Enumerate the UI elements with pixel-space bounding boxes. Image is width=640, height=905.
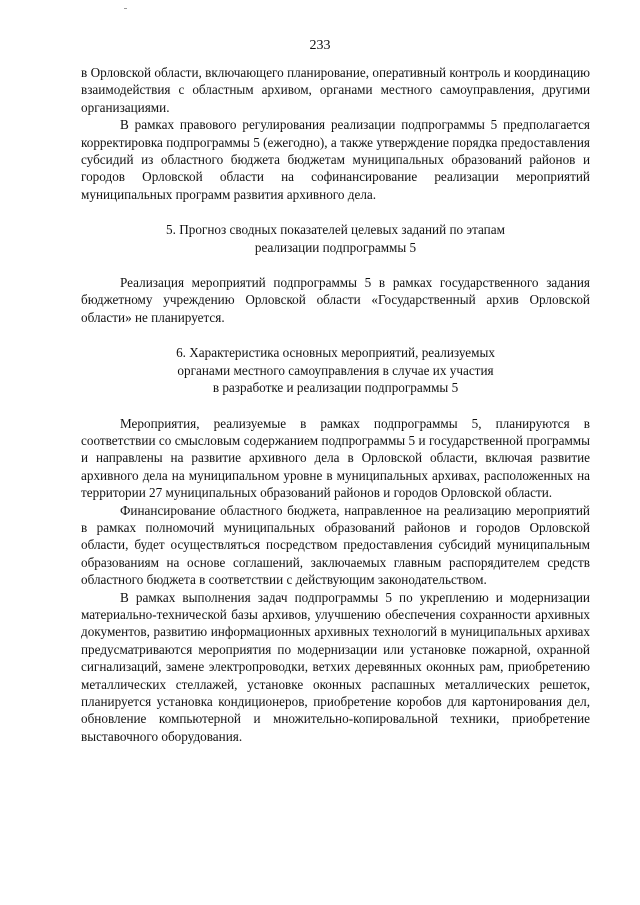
- paragraph-financing: Финансирование областного бюджета, направленное на реализацию мероприятий в рамках полномочий муниципальных образований районов и городов Орловской области, будет осуществляться посредством предоставления субсидий муниципальным образованиям на основе соглашений, заключаемых главным распорядителем средств областного бюджета в соответствии с действующим законодательством.: [81, 502, 590, 588]
- section-5-heading-line-1: 5. Прогноз сводных показателей целевых заданий по этапам: [166, 222, 505, 238]
- paragraph-modernization: В рамках выполнения задач подпрограммы 5 по укреплению и модернизации материально-технической базы архивов, улучшению обеспечения сохранности архивных документов, развитию информационных архивных технологий в муниципальных архивах предусматриваются мероприятия по модернизации или установке пожарной, охранной сигнализаций, замене электропроводки, ветхих деревянных оконных рам, приобретению металлических стеллажей, установке оконных распашных металлических решеток, планируется установка кондиционеров, приобретение коробов для картонирования дел, обновление компьютерной и множительно-копировальной техники, приобретение выставочного оборудования.: [81, 589, 590, 744]
- page-content: [81, 64, 590, 745]
- paragraph-measures: Мероприятия, реализуемые в рамках подпрограммы 5, планируются в соответствии со смысловым содержанием подпрограммы 5 и государственной программы и направлены на развитие архивного дела в Орловской области, включая развитие архивного дела на муниципальном уровне в муниципальных архивах, расположенных на территории 27 муниципальных образований районов и городов Орловской области.: [81, 415, 590, 501]
- section-5-heading: [81, 221, 590, 256]
- section-6-heading: [81, 344, 590, 396]
- section-6-heading-line-3: в разработке и реализации подпрограммы 5: [212, 380, 459, 396]
- page-number: 233: [309, 38, 331, 53]
- paragraph-continuation: в Орловской области, включающего планирование, оперативный контроль и координацию взаимодействия с областным архивом, органами местного самоуправления, другими организациями.: [81, 65, 590, 115]
- scan-artifact: [124, 8, 127, 9]
- paragraph-legal-regulation: В рамках правового регулирования реализации подпрограммы 5 предполагается корректировка подпрограммы 5 (ежегодно), а также утверждение порядка предоставления субсидий из областного бюджета бюджетам муниципальных образований районов и городов Орловской области на софинансирование реализации мероприятий муниципальных программ развития архивного дела.: [81, 117, 590, 202]
- section-6-heading-line-1: 6. Характеристика основных мероприятий, реализуемых: [176, 345, 495, 361]
- section-5-heading-line-2: реализации подпрограммы 5: [254, 239, 417, 255]
- section-6-heading-line-2: органами местного самоуправления в случае их участия: [177, 362, 494, 378]
- paragraph-state-assignment: Реализация мероприятий подпрограммы 5 в рамках государственного задания бюджетному учреждению Орловской области «Государственный архив Орловской области» не планируется.: [81, 275, 590, 325]
